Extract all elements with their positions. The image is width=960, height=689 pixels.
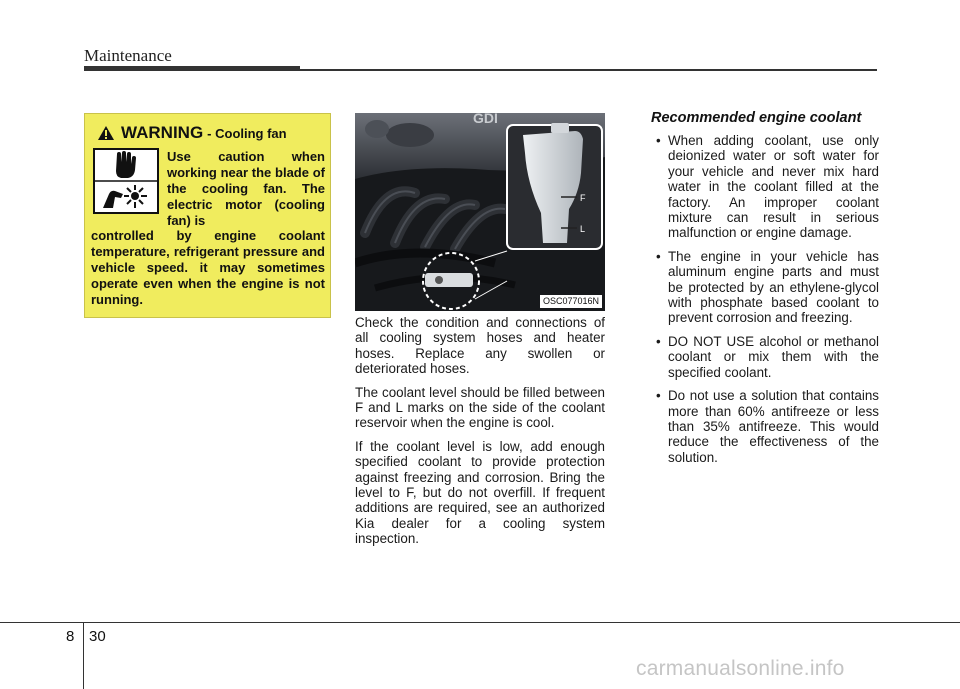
engine-bay-photo xyxy=(355,113,605,311)
bullet-item: • Do not use a solution that contains more than 60% antifreeze or less than 35% antifreeze. This would reduce the effectiveness of the solution. xyxy=(651,388,879,465)
footer-divider xyxy=(83,622,84,689)
paragraph-level: The coolant level should be filled between F and L marks on the side of the coolant reservoir when the engine is cool. xyxy=(355,384,605,431)
low-mark: L xyxy=(580,224,586,234)
paragraph-hoses: Check the condition and connections of all cooling system hoses and heater hoses. Replace any swollen or deteriorated hoses. xyxy=(355,315,605,377)
warning-heading xyxy=(97,123,287,143)
warning-label: WARNING xyxy=(121,123,204,142)
warning-text-bottom: controlled by engine coolant temperature, refrigerant pressure and vehicle speed. it may sometimes operate even when the engine is not running. xyxy=(91,228,325,307)
coolant-bullet-list xyxy=(651,133,879,465)
header-rule-thick xyxy=(84,66,300,71)
cooling-fan-hazard-icon xyxy=(93,148,159,214)
right-column xyxy=(651,110,879,473)
engine-badge: GDI xyxy=(473,113,498,126)
page-number: 30 xyxy=(89,628,106,645)
header-rule-thin xyxy=(300,69,877,71)
section-title: Maintenance xyxy=(84,46,172,65)
bullet-item: • DO NOT USE alcohol or methanol coolant or mix them with the specified coolant. xyxy=(651,334,879,380)
bullet-item: • The engine in your vehicle has aluminum engine parts and must be protected by an ethylene-glycol with phosphate based coolant to prevent corrosion and freezing. xyxy=(651,249,879,326)
watermark: carmanualsonline.info xyxy=(636,657,845,680)
bullet-item: • When adding coolant, use only deionized water or soft water for your vehicle and never mix hard water in the coolant filled at the factory. An improper coolant mixture can result in serious malfunction or engine damage. xyxy=(651,133,879,241)
photo-code: OSC077016N xyxy=(540,295,602,308)
warning-subtitle: - Cooling fan xyxy=(207,125,287,141)
footer-rule xyxy=(0,622,960,623)
chapter-number: 8 xyxy=(66,628,75,645)
full-mark: F xyxy=(580,193,586,203)
engine-illustration xyxy=(355,113,605,311)
warning-text-right: Use caution when working near the blade of the cooling fan. The electric motor (cooling fan) is xyxy=(167,149,325,228)
warning-box xyxy=(84,113,331,318)
middle-column xyxy=(355,315,605,555)
warning-triangle-icon xyxy=(97,125,115,141)
recommended-coolant-title: Recommended engine coolant xyxy=(651,110,862,126)
paragraph-low-level: If the coolant level is low, add enough specified coolant to provide protection against freezing and corrosion. Bring the level to F, but do not overfill. If frequent additions are required, see an authorized Kia dealer for a cooling system inspection. xyxy=(355,438,605,547)
